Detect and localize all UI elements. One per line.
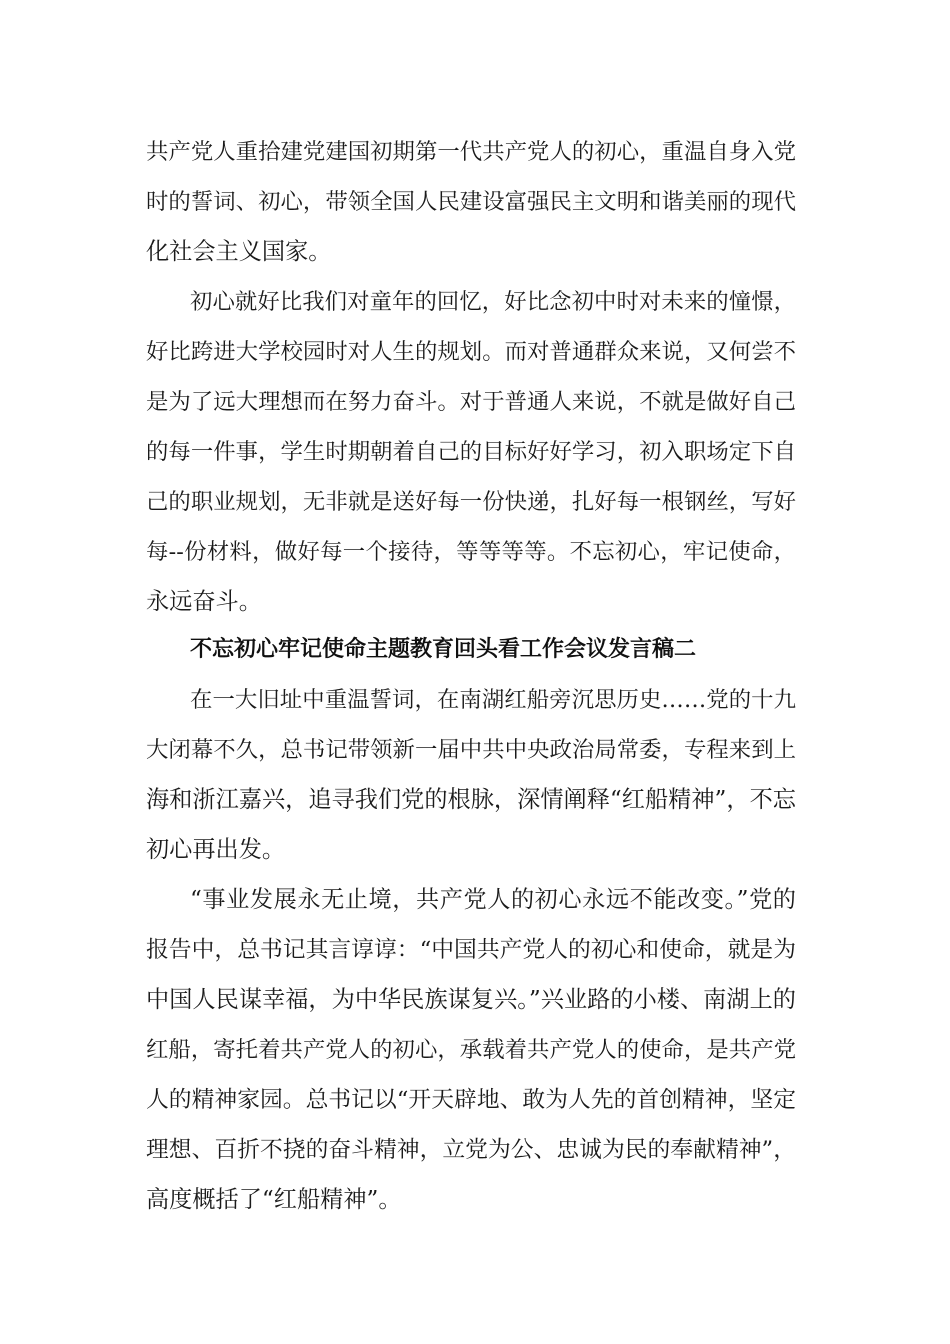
paragraph-first-line: “事业发展永无止境，共产党人的初心永远不能改变。”党的 (190, 886, 796, 913)
section-heading: 不忘初心牢记使命主题教育回头看工作会议发言稿二 (190, 637, 697, 662)
paragraph-line: 化社会主义国家。 (146, 238, 332, 265)
paragraph-first-line: 初心就好比我们对童年的回忆，好比念初中时对未来的憧憬， (190, 289, 796, 315)
paragraph-line: 是为了远大理想而在努力奋斗。对于普通人来说，不就是做好自己 (146, 389, 796, 415)
paragraph-line: 己的职业规划，无非就是送好每一份快递，扎好每一根钢丝，写好 (146, 489, 796, 515)
paragraph-line: 时的誓词、初心，带领全国人民建设富强民主文明和谐美丽的现代 (146, 189, 796, 215)
paragraph-line: 共产党人重拾建党建国初期第一代共产党人的初心，重温自身入党 (146, 139, 796, 165)
paragraph-line: 高度概括了“红船精神”。 (146, 1186, 402, 1213)
paragraph-line: 的每一件事，学生时期朝着自己的目标好好学习，初入职场定下自 (146, 439, 796, 465)
paragraph-line: 中国人民谋幸福，为中华民族谋复兴。”兴业路的小楼、南湖上的 (146, 986, 796, 1013)
paragraph-line: 报告中，总书记其言谆谆：“中国共产党人的初心和使命，就是为 (146, 937, 796, 963)
paragraph-first-line: 在一大旧址中重温誓词，在南湖红船旁沉思历史……党的十九 (190, 687, 796, 713)
paragraph-line: 红船，寄托着共产党人的初心，承载着共产党人的使命，是共产党 (146, 1037, 796, 1063)
paragraph-line: 每--份材料，做好每一个接待，等等等等。不忘初心，牢记使命， (146, 539, 796, 565)
paragraph-line: 大闭幕不久，总书记带领新一届中共中央政治局常委，专程来到上 (146, 737, 796, 763)
paragraph-line: 永远奋斗。 (146, 588, 262, 615)
paragraph-line: 人的精神家园。总书记以“开天辟地、敢为人先的首创精神，坚定 (146, 1087, 796, 1113)
paragraph-line: 好比跨进大学校园时对人生的规划。而对普通群众来说，又何尝不 (146, 339, 796, 365)
paragraph-line: 理想、百折不挠的奋斗精神，立党为公、忠诚为民的奉献精神”， (146, 1137, 796, 1163)
paragraph-line: 初心再出发。 (146, 836, 286, 863)
paragraph-line: 海和浙江嘉兴，追寻我们党的根脉，深情阐释“红船精神”，不忘 (146, 786, 796, 813)
